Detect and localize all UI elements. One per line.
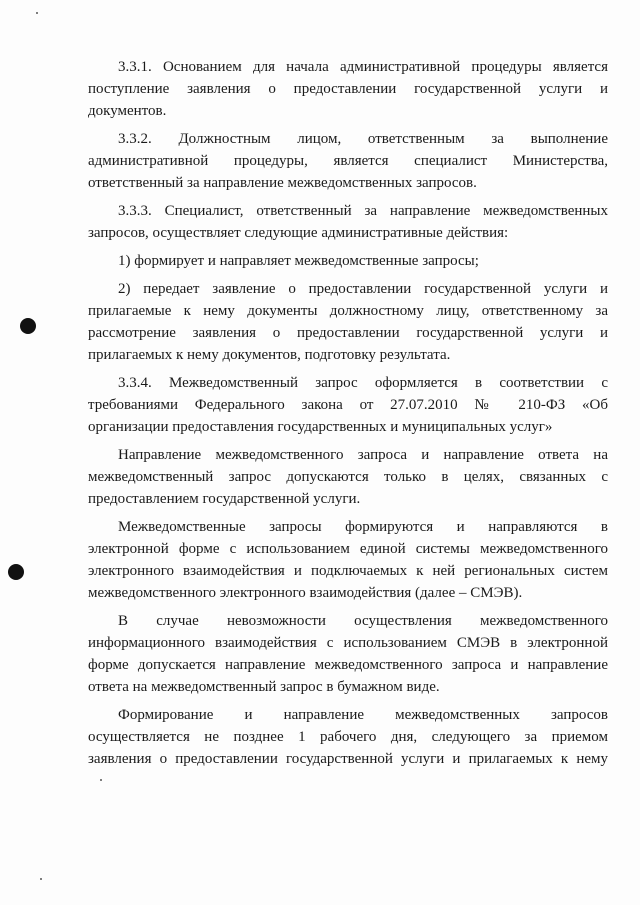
list-item-1 bbox=[88, 250, 608, 272]
paragraph-3-3-1 bbox=[88, 56, 608, 122]
text-line: В случае невозможности осуществления межведомственного bbox=[118, 613, 608, 629]
text-line: межведомственный запрос допускаются только в целях, связанных с bbox=[88, 469, 608, 485]
text-line: предоставлением государственной услуги. bbox=[88, 491, 361, 507]
paragraph-request-direction bbox=[88, 444, 608, 510]
paragraph-3-3-3 bbox=[88, 200, 608, 244]
paragraph-3-3-2 bbox=[88, 128, 608, 194]
paragraph-paper-requests bbox=[88, 610, 608, 698]
text-line: межведомственного электронного взаимодействия (далее – СМЭВ). bbox=[88, 585, 523, 601]
text-line: 2) передает заявление о предоставлении государственной услуги и bbox=[118, 281, 608, 297]
text-line: Формирование и направление межведомственных запросов bbox=[118, 707, 608, 723]
text-line: 3.3.1. Основанием для начала административной процедуры является bbox=[118, 59, 608, 75]
text-line: административной процедуры, является специалист Министерства, bbox=[88, 153, 608, 169]
text-line: 3.3.3. Специалист, ответственный за направление межведомственных bbox=[118, 203, 608, 219]
text-line: Межведомственные запросы формируются и направляются в bbox=[118, 519, 608, 535]
paragraph-3-3-4 bbox=[88, 372, 608, 438]
text-line: рассмотрение заявления о предоставлении государственной услуги и bbox=[88, 325, 608, 341]
list-item-2 bbox=[88, 278, 608, 366]
text-line: Направление межведомственного запроса и направление ответа на bbox=[118, 447, 608, 463]
text-line: ответа на межведомственный запрос в бумажном виде. bbox=[88, 679, 440, 695]
text-line: запросов, осуществляет следующие административные действия: bbox=[88, 225, 509, 241]
text-line: электронного взаимодействия и подключаемых к ней региональных систем bbox=[88, 563, 608, 579]
scan-speck bbox=[100, 779, 102, 781]
text-line: заявления о предоставлении государственной услуги и прилагаемых к нему bbox=[88, 751, 608, 767]
text-line: требованиями Федерального закона от 27.07.2010 № 210-ФЗ «Об bbox=[88, 397, 608, 413]
text-line: документов. bbox=[88, 103, 167, 119]
text-line: ответственный за направление межведомственных запросов. bbox=[88, 175, 477, 191]
punch-hole bbox=[20, 318, 36, 334]
paragraph-request-timing bbox=[88, 704, 608, 770]
paragraph-electronic-requests bbox=[88, 516, 608, 604]
scan-speck bbox=[36, 12, 38, 14]
text-line: прилагаемых к нему документов, подготовку результата. bbox=[88, 347, 451, 363]
text-line: осуществляется не позднее 1 рабочего дня, следующего за приемом bbox=[88, 729, 608, 745]
text-line: прилагаемые к нему документы должностному лицу, ответственному за bbox=[88, 303, 608, 319]
text-line: поступление заявления о предоставлении государственной услуги и bbox=[88, 81, 608, 97]
text-line: организации предоставления государственных и муниципальных услуг» bbox=[88, 419, 553, 435]
text-line: форме допускается направление межведомственного запроса и направление bbox=[88, 657, 608, 673]
scan-speck bbox=[40, 878, 42, 880]
text-line: 3.3.2. Должностным лицом, ответственным за выполнение bbox=[118, 131, 608, 147]
text-line: электронной форме с использованием единой системы межведомственного bbox=[88, 541, 608, 557]
text-line: информационного взаимодействия с использованием СМЭВ в электронной bbox=[88, 635, 608, 651]
text-line: 1) формирует и направляет межведомственные запросы; bbox=[118, 253, 479, 269]
document-body bbox=[88, 56, 608, 776]
punch-hole bbox=[8, 564, 24, 580]
text-line: 3.3.4. Межведомственный запрос оформляется в соответствии с bbox=[118, 375, 608, 391]
